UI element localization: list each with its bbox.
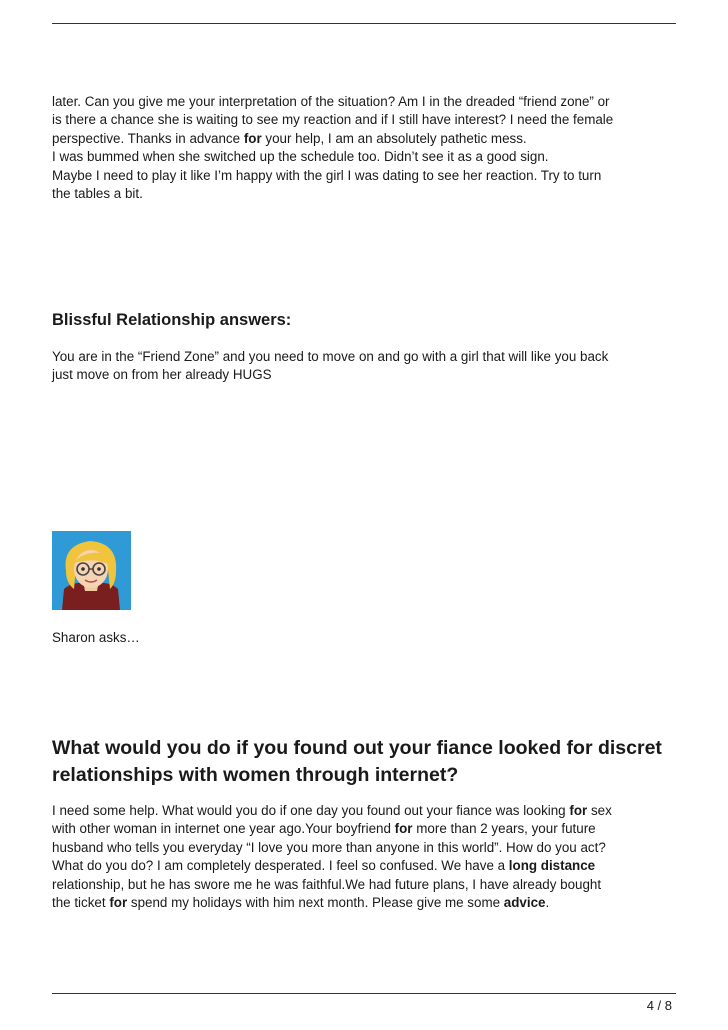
text-segment: I need some help. What would you do if one day you found out your fiance was looking (52, 803, 570, 818)
avatar-illustration (52, 531, 131, 610)
question-body-line (52, 820, 676, 838)
intro-line: is there a chance she is waiting to see my reaction and if I still have interest? I need the female (52, 112, 614, 128)
question-body-line (52, 857, 676, 875)
footer-rule (52, 993, 676, 994)
question-title-line: relationships with women through internet? (52, 763, 459, 786)
text-segment: sex (587, 803, 612, 818)
avatar (52, 531, 131, 610)
text-segment: more than 2 years, your future (412, 821, 596, 837)
question-body-line: relationship, but he has swore me he was faithful.We had future plans, I have already bought (52, 876, 602, 892)
answer-heading-wrap (52, 310, 676, 330)
answer-line: just move on from her already HUGS (52, 367, 272, 383)
intro-line: later. Can you give me your interpretation of the situation? Am I in the dreaded “friend zone” or (52, 94, 610, 109)
intro-paragraph (52, 93, 676, 203)
answer-line: You are in the “Friend Zone” and you need to move on and go with a girl that will like you back (52, 349, 609, 364)
text-segment: your help, I am an absolutely pathetic mess. (261, 130, 527, 146)
question-body-line (52, 802, 676, 820)
intro-line: the tables a bit. (52, 186, 143, 202)
answer-heading: Blissful Relationship answers: (52, 311, 292, 329)
question-title (52, 735, 676, 788)
bold-keyword: for (394, 821, 413, 837)
bold-keyword: long distance (508, 858, 596, 874)
text-segment: perspective. Thanks in advance (52, 130, 244, 146)
text-segment: spend my holidays with him next month. Please give me some (127, 895, 504, 911)
intro-line (52, 130, 676, 148)
text-segment: with other woman in internet one year ago.Your boyfriend (52, 821, 395, 837)
asker-line: Sharon asks… (52, 630, 140, 645)
text-segment: What do you do? I am completely desperated. I feel so confused. We have a (52, 858, 509, 874)
question-title-line: What would you do if you found out your fiance looked for discret (52, 737, 662, 759)
intro-line: Maybe I need to play it like I’m happy with the girl I was dating to see her reaction. Try to turn (52, 167, 602, 183)
text-segment: . (545, 895, 550, 911)
question-body (52, 802, 676, 912)
page-number: 4 / 8 (646, 998, 672, 1013)
bold-keyword: for (243, 130, 262, 146)
asker-line-wrap (52, 629, 676, 647)
question-body-line (52, 894, 676, 912)
bold-keyword: for (109, 895, 128, 911)
bold-keyword: for (569, 803, 588, 818)
intro-line: I was bummed when she switched up the schedule too. Didn’t see it as a good sign. (52, 149, 549, 165)
text-segment: the ticket (52, 895, 110, 911)
header-rule (52, 23, 676, 24)
question-body-line: husband who tells you everyday “I love you more than anyone in this world”. How do you act? (52, 839, 606, 855)
bold-keyword: advice (503, 895, 546, 911)
answer-paragraph (52, 348, 676, 385)
